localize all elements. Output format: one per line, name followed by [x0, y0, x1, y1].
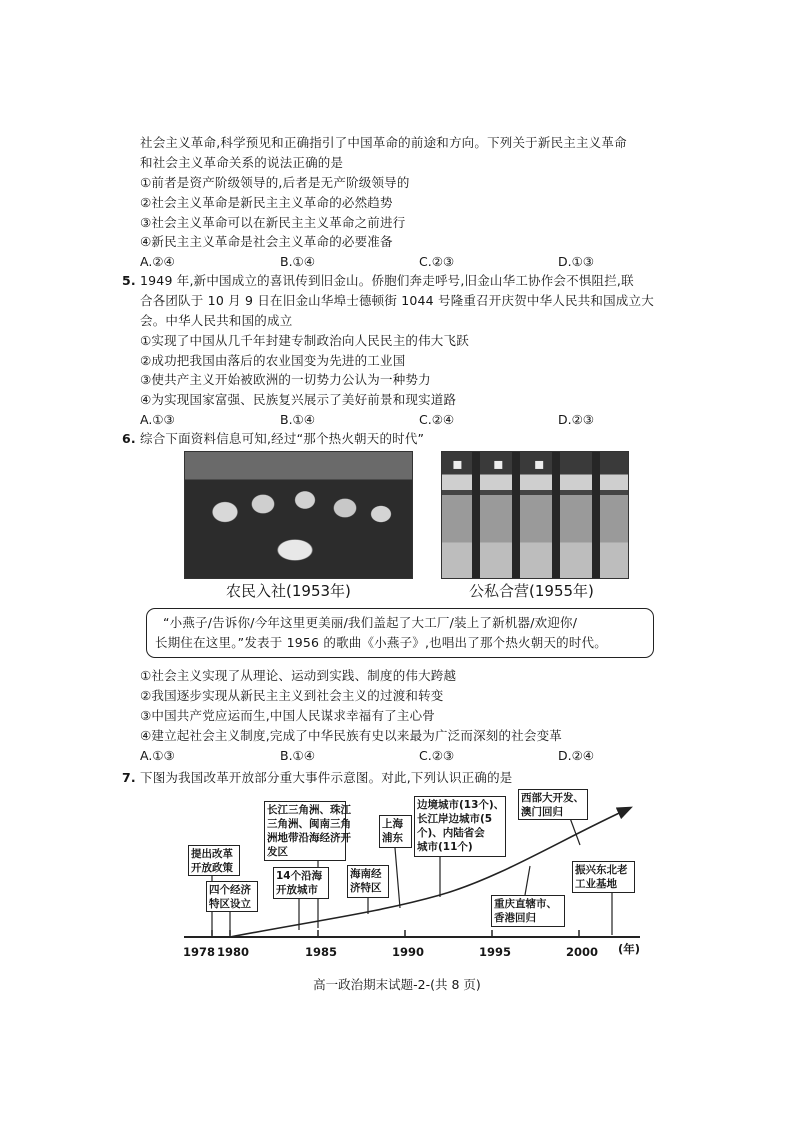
event-10-line-2: 工业基地 [575, 878, 617, 890]
event-4-line-1: 长江三角洲、珠江 [267, 804, 351, 816]
event-10-line-1: 振兴东北老 [575, 864, 628, 876]
event-4-line-2: 三角洲、闽南三角 [267, 818, 351, 830]
page-footer: 高一政治期末试题-2-(共 8 页) [313, 977, 481, 992]
q4-option-a[interactable]: A.②④ [140, 254, 175, 269]
event-box-western-macau [518, 789, 588, 820]
event-1-line-1: 提出改革 [191, 848, 233, 860]
q5-option-c[interactable]: C.②④ [419, 412, 455, 427]
event-box-delta-zones [264, 801, 351, 861]
event-7-line-2: 长江岸边城市(5 [417, 813, 493, 825]
event-3-line-1: 14个沿海 [276, 870, 323, 882]
event-6-line-1: 上海 [382, 818, 403, 830]
q4-statement-4: ④新民主主义革命是社会主义革命的必要准备 [140, 234, 393, 249]
event-box-hainan-sez [347, 865, 389, 898]
q6-statement-3: ③中国共产党应运而生,中国人民谋求幸福有了主心骨 [140, 708, 435, 723]
event-7-line-4: 城市(11个) [417, 841, 473, 853]
event-box-shanghai-pudong [379, 815, 412, 848]
q5-stem-line-2: 合各团队于 10 月 9 日在旧金山华埠士德顿街 1044 号隆重召开庆贺中华人民共和国成立大 [140, 293, 654, 308]
q4-option-d[interactable]: D.①③ [558, 254, 595, 269]
event-5-line-2: 济特区 [350, 882, 382, 894]
event-7-line-3: 个)、内陆省会 [417, 827, 485, 839]
event-3-line-2: 开放城市 [276, 884, 318, 896]
tick-label-1985: 1985 [305, 945, 338, 959]
tick-label-1978: 1978 [183, 945, 216, 959]
q6-option-c[interactable]: C.②③ [419, 748, 455, 763]
event-9-line-2: 澳门回归 [521, 806, 563, 818]
q6-option-d[interactable]: D.②④ [558, 748, 595, 763]
event-4-line-3: 洲地带沿海经济开 [267, 832, 351, 844]
q4-option-c[interactable]: C.②③ [419, 254, 455, 269]
q4-stem-line-1: 社会主义革命,科学预见和正确指引了中国革命的前途和方向。下列关于新民主主义革命 [140, 135, 627, 150]
lyric-line-2: 长期住在这里。”发表于 1956 的歌曲《小燕子》,也唱出了那个热火朝天的时代。 [155, 635, 607, 650]
q4-statement-3: ③社会主义革命可以在新民主主义革命之前进行 [140, 215, 406, 230]
connector-6 [395, 848, 400, 908]
q6-stem: 综合下面资料信息可知,经过“那个热火朝天的时代” [140, 431, 425, 446]
event-2-line-1: 四个经济 [209, 884, 251, 896]
q5-stem-line-3: 会。中华人民共和国的成立 [140, 313, 293, 328]
q5-statement-3: ③使共产主义开始被欧洲的一切势力公认为一种势力 [140, 372, 431, 387]
q7-stem: 下图为我国改革开放部分重大事件示意图。对此,下列认识正确的是 [140, 770, 513, 785]
event-9-line-1: 西部大开发、 [521, 792, 584, 804]
event-1-line-2: 开放政策 [191, 862, 233, 874]
q5-number: 5. [122, 273, 136, 288]
event-box-reform-policy [188, 845, 240, 876]
q4-statement-2: ②社会主义革命是新民主主义革命的必然趋势 [140, 195, 393, 210]
event-box-chongqing-hongkong [491, 895, 565, 927]
axis-ticks [212, 930, 579, 937]
axis-unit-label: (年) [618, 942, 641, 956]
q4-option-b[interactable]: B.①④ [280, 254, 315, 269]
storefront-sign-graphic: ▪▪▪ [452, 454, 575, 473]
connector-8 [525, 866, 530, 895]
q5-stem-line-1: 1949 年,新中国成立的喜讯传到旧金山。侨胞们奔走呼号,旧金山华工协作会不惧阻拦,联 [140, 273, 634, 288]
connector-9 [570, 818, 580, 845]
q6-statement-1: ①社会主义实现了从理论、运动到实践、制度的伟大跨越 [140, 668, 457, 683]
event-8-line-1: 重庆直辖市、 [494, 898, 557, 910]
q6-number: 6. [122, 431, 136, 446]
tick-label-1980: 1980 [217, 945, 250, 959]
lyric-line-1: “小燕子/告诉你/今年这里更美丽/我们盖起了大工厂/装上了新机器/欢迎你/ [163, 615, 578, 630]
q4-statement-1: ①前者是资产阶级领导的,后者是无产阶级领导的 [140, 175, 410, 190]
q6-statement-4: ④建立起社会主义制度,完成了中华民族有史以来最为广泛而深刻的社会变革 [140, 728, 562, 743]
tick-label-2000: 2000 [566, 945, 599, 959]
event-7-line-1: 边境城市(13个)、 [417, 799, 505, 811]
event-4-line-4: 发区 [267, 846, 288, 858]
event-8-line-2: 香港回归 [494, 912, 536, 924]
q5-statement-1: ①实现了中国从几千年封建专制政治向人民民主的伟大飞跃 [140, 333, 469, 348]
event-box-northeast-revival [572, 861, 635, 893]
q5-statement-2: ②成功把我国由落后的农业国变为先进的工业国 [140, 353, 406, 368]
q5-option-a[interactable]: A.①③ [140, 412, 175, 427]
q4-stem-line-2: 和社会主义革命关系的说法正确的是 [140, 155, 344, 170]
q5-statement-4: ④为实现国家富强、民族复兴展示了美好前景和现实道路 [140, 392, 457, 407]
photo-caption-1: 农民入社(1953年) [226, 582, 351, 600]
event-box-14-coastal-cities [273, 867, 329, 899]
event-6-line-2: 浦东 [382, 832, 403, 844]
event-box-border-inland-cities [414, 796, 506, 857]
photo-caption-2: 公私合营(1955年) [469, 582, 594, 600]
q7-number: 7. [122, 770, 136, 785]
q6-statement-2: ②我国逐步实现从新民主主义到社会主义的过渡和转变 [140, 688, 444, 703]
q6-option-b[interactable]: B.①④ [280, 748, 315, 763]
q5-option-b[interactable]: B.①④ [280, 412, 315, 427]
event-box-four-sez [206, 881, 258, 912]
tick-label-1990: 1990 [392, 945, 425, 959]
event-5-line-1: 海南经 [350, 868, 382, 880]
q6-option-a[interactable]: A.①③ [140, 748, 175, 763]
tick-label-1995: 1995 [479, 945, 512, 959]
q5-option-d[interactable]: D.②③ [558, 412, 595, 427]
event-2-line-2: 特区设立 [209, 898, 251, 910]
